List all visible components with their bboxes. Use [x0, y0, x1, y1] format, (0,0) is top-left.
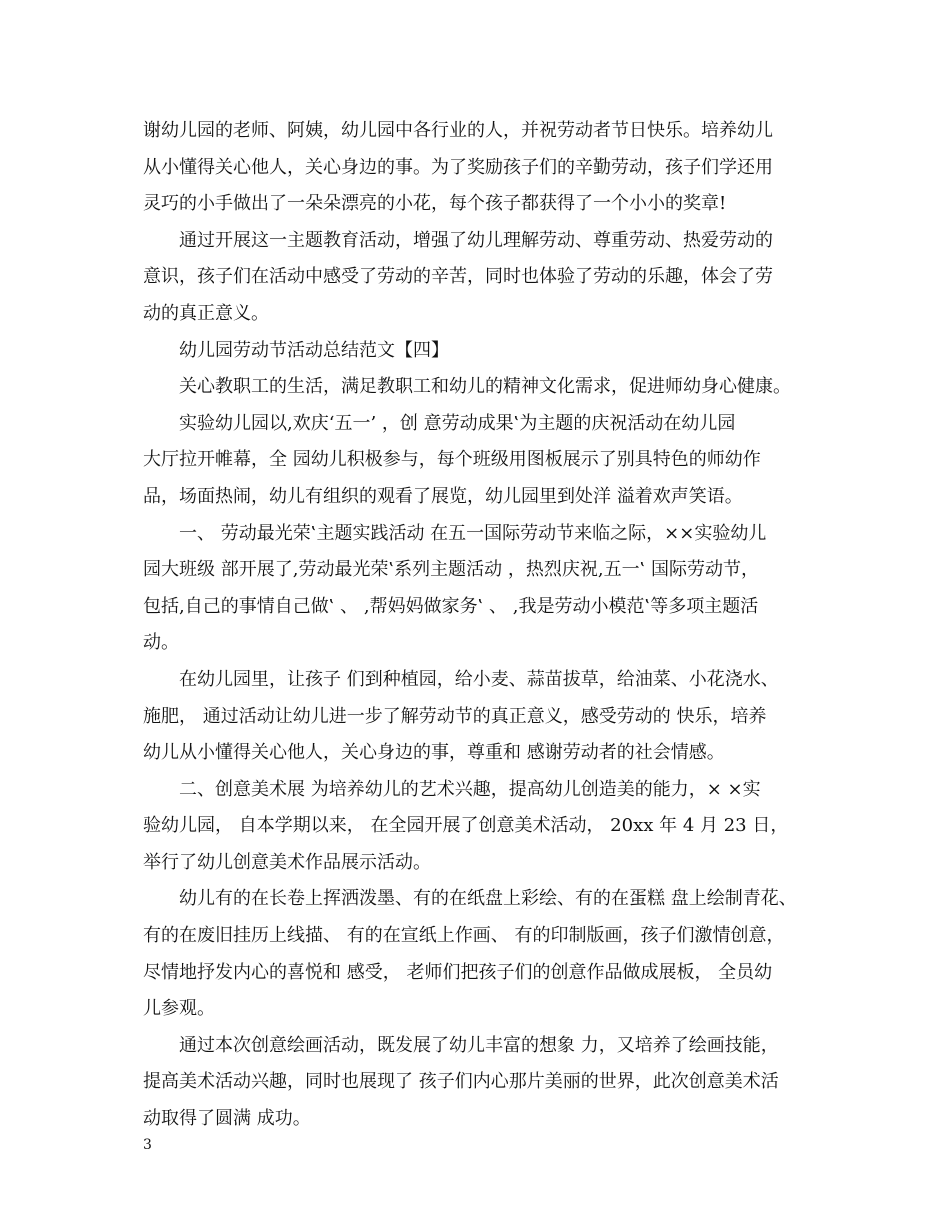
paragraph-start-line: 二、创意美术展 为培养幼儿的艺术兴趣，提高幼儿创造美的能力，× ×实	[179, 778, 761, 800]
document-body	[143, 113, 813, 1138]
text-line: 动取得了圆满 成功。	[143, 1108, 311, 1130]
text-line: 儿参观。	[143, 998, 215, 1020]
paragraph-start-line: 通过开展这一主题教育活动，增强了幼儿理解劳动、尊重劳动、热爱劳动的	[179, 229, 773, 251]
text-line: 施肥， 通过活动让幼儿进一步了解劳动节的真正意义，感受劳动的 快乐，培养	[143, 705, 767, 727]
text-line: 有的在废旧挂历上线描、 有的在宣纸上作画、 有的印制版画，孩子们激情创意，	[143, 925, 785, 947]
text-line: 动。	[143, 632, 179, 654]
text-line: 从小懂得关心他人，关心身边的事。为了奖励孩子们的辛勤劳动，孩子们学还用	[143, 156, 773, 178]
text-line: 尽情地抒发内心的喜悦和 感受， 老师们把孩子们的创意作品做成展板， 全员幼	[143, 961, 773, 983]
paragraph-start-line: 实验幼儿园以,欢庆‘五一’ ，创 意劳动成果‛为主题的庆祝活动在幼儿园	[179, 412, 736, 434]
paragraph-start-line: 通过本次创意绘画活动，既发展了幼儿丰富的想象 力，又培养了绘画技能，	[179, 1034, 779, 1056]
paragraph-start-line: 幼儿有的在长卷上挥洒泼墨、有的在纸盘上彩绘、有的在蛋糕 盘上绘制青花、	[179, 888, 797, 910]
text-line: 提高美术活动兴趣，同时也展现了 孩子们内心那片美丽的世界，此次创意美术活	[143, 1071, 779, 1093]
text-line: 包括,自己的事情自己做‛ 、 ,帮妈妈做家务‛ 、 ,我是劳动小模范‛等多项主题活	[143, 595, 759, 617]
page-number: 3	[143, 1137, 152, 1153]
text-line: 验幼儿园， 自本学期以来， 在全园开展了创意美术活动， 20xx 年 4 月 23 日，	[143, 815, 789, 837]
paragraph-start-line: 一、 劳动最光荣‛主题实践活动 在五一国际劳动节来临之际，××实验幼儿	[179, 522, 767, 544]
section-heading: 幼儿园劳动节活动总结范文【四】	[179, 339, 449, 361]
text-line: 园大班级 部开展了,劳动最光荣‛系列主题活动 ，热烈庆祝,五一‛ 国际劳动节，	[143, 559, 760, 581]
text-line: 动的真正意义。	[143, 302, 269, 324]
text-line: 品，场面热闹，幼儿有组织的观看了展览，幼儿园里到处洋 溢着欢声笑语。	[143, 485, 743, 507]
text-line: 灵巧的小手做出了一朵朵漂亮的小花，每个孩子都获得了一个小小的奖章!	[143, 193, 727, 215]
text-line: 意识，孩子们在活动中感受了劳动的辛苦，同时也体验了劳动的乐趣，体会了劳	[143, 266, 773, 288]
text-line: 谢幼儿园的老师、阿姨，幼儿园中各行业的人，并祝劳动者节日快乐。培养幼儿	[143, 120, 773, 141]
paragraph-start-line: 关心教职工的生活，满足教职工和幼儿的精神文化需求，促进师幼身心健康。	[179, 376, 791, 398]
text-line: 大厅拉开帷幕，全 园幼儿积极参与，每个班级用图板展示了别具特色的师幼作	[143, 449, 761, 471]
text-line: 举行了幼儿创意美术作品展示活动。	[143, 851, 431, 873]
text-line: 幼儿从小懂得关心他人，关心身边的事，尊重和 感谢劳动者的社会情感。	[143, 742, 725, 764]
paragraph-start-line: 在幼儿园里，让孩子 们到种植园，给小麦、蒜苗拔草，给油菜、小花浇水、	[179, 668, 779, 690]
